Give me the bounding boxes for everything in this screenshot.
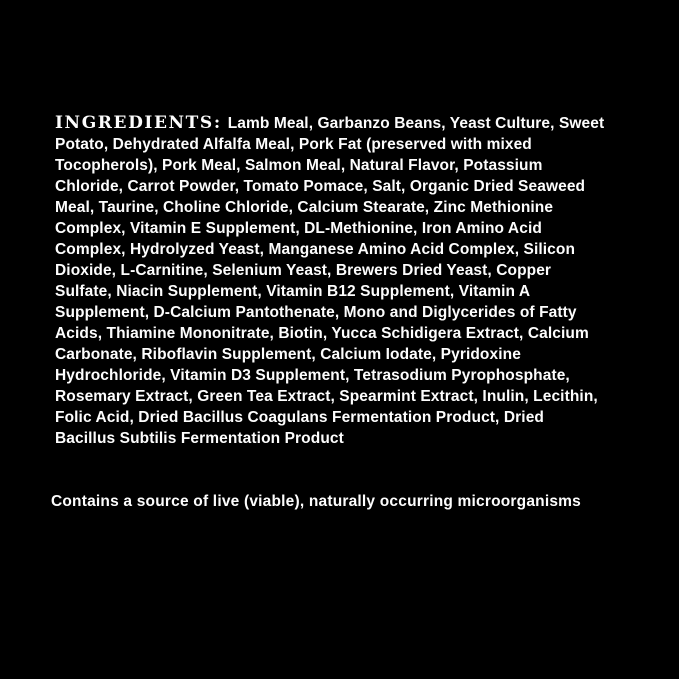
ingredient-line-text: Lamb Meal, Garbanzo Beans, Yeast Culture, Sweet (227, 115, 605, 132)
ingredient-line: Hydrochloride, Vitamin D3 Supplement, Tetrasodium Pyrophosphate, (55, 367, 570, 384)
ingredient-line: Meal, Taurine, Choline Chloride, Calcium Stearate, Zinc Methionine (55, 199, 554, 216)
ingredient-line: Rosemary Extract, Green Tea Extract, Spearmint Extract, Inulin, Lecithin, (55, 388, 598, 405)
ingredient-line: Supplement, D-Calcium Pantothenate, Mono and Diglycerides of Fatty (55, 304, 577, 321)
ingredients-paragraph (55, 113, 604, 449)
ingredient-line: Chloride, Carrot Powder, Tomato Pomace, Salt, Organic Dried Seaweed (55, 178, 586, 195)
microorganisms-note: Contains a source of live (viable), naturally occurring microorganisms (51, 493, 581, 510)
ingredient-line: Complex, Hydrolyzed Yeast, Manganese Amino Acid Complex, Silicon (55, 241, 576, 258)
ingredient-line (55, 113, 604, 134)
ingredient-line: Bacillus Subtilis Fermentation Product (55, 430, 344, 447)
ingredient-line: Sulfate, Niacin Supplement, Vitamin B12 Supplement, Vitamin A (55, 283, 531, 300)
ingredient-line: Acids, Thiamine Mononitrate, Biotin, Yucca Schidigera Extract, Calcium (55, 325, 589, 342)
ingredient-line: Tocopherols), Pork Meal, Salmon Meal, Natural Flavor, Potassium (55, 157, 543, 174)
ingredient-line: Carbonate, Riboflavin Supplement, Calcium Iodate, Pyridoxine (55, 346, 521, 363)
ingredient-line: Dioxide, L-Carnitine, Selenium Yeast, Brewers Dried Yeast, Copper (55, 262, 552, 279)
ingredient-line: Complex, Vitamin E Supplement, DL-Methionine, Iron Amino Acid (55, 220, 542, 237)
ingredient-line: Potato, Dehydrated Alfalfa Meal, Pork Fat (preserved with mixed (55, 136, 532, 153)
ingredients-heading: INGREDIENTS: (55, 113, 222, 133)
ingredient-line: Folic Acid, Dried Bacillus Coagulans Fermentation Product, Dried (55, 409, 544, 426)
